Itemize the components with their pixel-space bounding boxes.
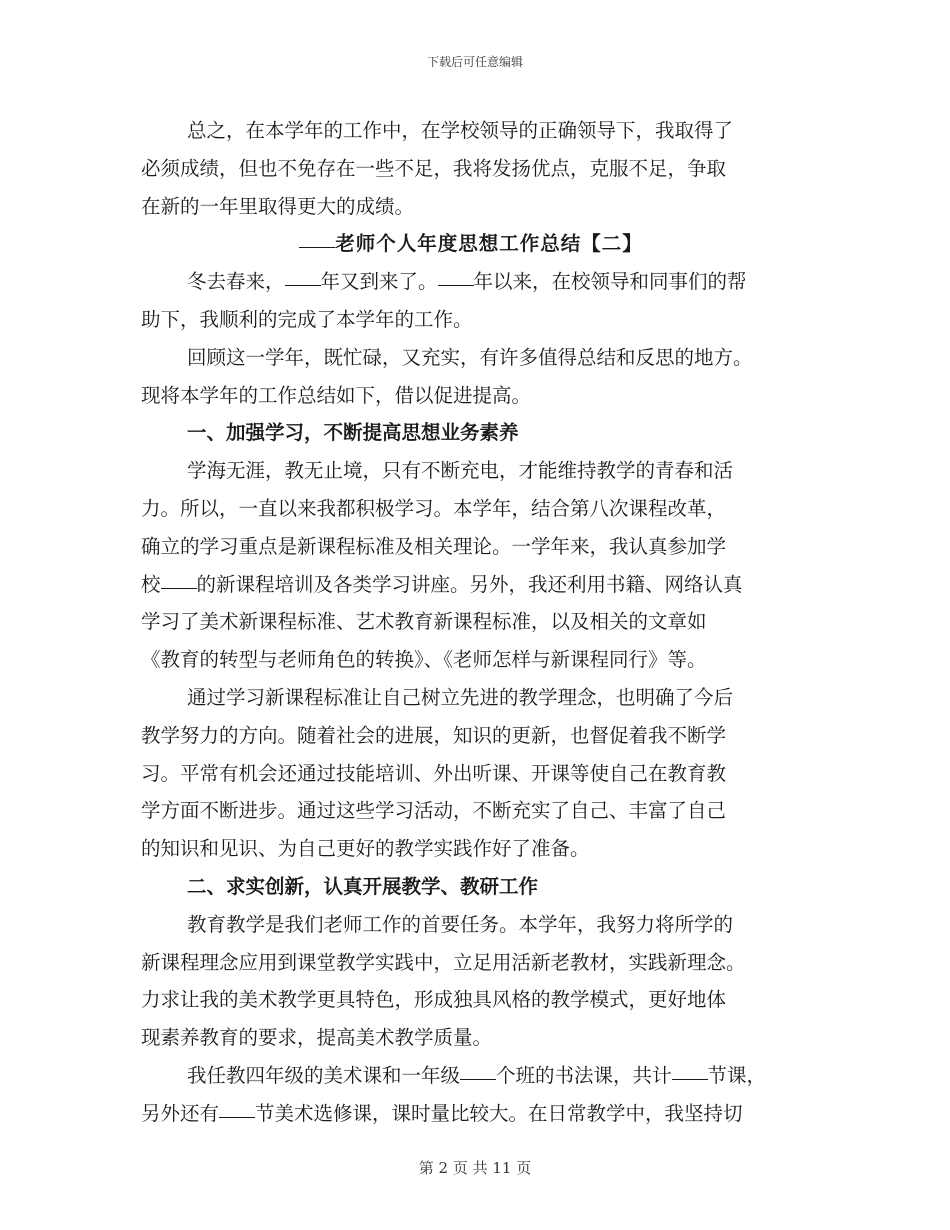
blank-underline <box>438 284 474 286</box>
blank-underline <box>285 284 321 286</box>
text-line: 现素养教育的要求，提高美术教学质量。 <box>141 1026 493 1050</box>
text-run: 节课， <box>707 1063 767 1087</box>
text-line: 力。所以，一直以来我都积极学习。本学年，结合第八次课程改革， <box>141 496 727 520</box>
text-run: 我任教四年级的美术课和一年级 <box>187 1063 461 1087</box>
heading-two: 二、求实创新，认真开展教学、教研工作 <box>187 874 539 898</box>
blank-underline <box>161 587 197 589</box>
text-line: 确立的学习重点是新课程标准及相关理论。一学年来，我认真参加学 <box>141 534 727 558</box>
text-run: 年以来，在校领导和同事们的帮 <box>473 270 747 294</box>
document-body <box>141 112 801 1133</box>
text-line: 《教育的转型与老师角色的转换》、《老师怎样与新课程同行》等。 <box>141 648 707 672</box>
text-line <box>141 263 801 301</box>
text-run: 冬去春来， <box>187 270 285 294</box>
text-line: 习。平常有机会还通过技能培训、外出听课、开课等使自己在教育教 <box>141 761 727 785</box>
blank-underline <box>672 1078 708 1080</box>
text-run: 的新课程培训及各类学习讲座。另外，我还利用书籍、网络认真 <box>196 572 743 596</box>
text-line: 学习了美术新课程标准、艺术教育新课程标准，以及相关的文章如 <box>141 610 707 634</box>
paragraph-conclusion <box>141 112 801 225</box>
text-line: 助下，我顺利的完成了本学年的工作。 <box>141 307 473 331</box>
paragraph-teaching <box>141 906 801 1057</box>
paragraph-study <box>141 452 801 679</box>
text-run: 另外还有 <box>141 1101 220 1125</box>
text-line: 通过学习新课程标准让自己树立先进的教学理念，也明确了今后 <box>187 685 734 709</box>
blank-underline <box>460 1078 496 1080</box>
text-line <box>141 1057 801 1095</box>
text-run: 节美术选修课，课时量比较大。在日常教学中，我坚持切 <box>255 1101 743 1125</box>
text-line <box>141 566 801 604</box>
paragraph-learning <box>141 679 801 868</box>
text-run: 个班的书法课，共计 <box>496 1063 672 1087</box>
text-line: 总之，在本学年的工作中，在学校领导的正确领导下，我取得了 <box>187 119 734 142</box>
page-header: 下载后可任意编辑 <box>426 55 523 69</box>
section-title <box>141 225 801 263</box>
blank-underline <box>219 1116 255 1118</box>
text-line: 学海无涯，教无止境，只有不断充电，才能维持教学的青春和活 <box>187 459 734 483</box>
text-run: 年又到来了。 <box>320 270 438 294</box>
text-line: 学方面不断进步。通过这些学习活动，不断充实了自己、丰富了自己 <box>141 799 727 823</box>
page-footer: 第 2 页 共 11 页 <box>418 1159 532 1177</box>
section-title-text: 老师个人年度思想工作总结【二】 <box>335 232 643 256</box>
text-line: 教学努力的方向。随着社会的进展，知识的更新，也督促着我不断学 <box>141 723 727 747</box>
blank-underline <box>299 246 335 248</box>
text-line: 新课程理念应用到课堂教学实践中，立足用活新老教材，实践新理念。 <box>141 950 746 974</box>
text-line <box>141 1095 801 1133</box>
paragraph-review <box>141 339 801 415</box>
text-line: 现将本学年的工作总结如下，借以促进提高。 <box>141 383 532 407</box>
heading-one: 一、加强学习，不断提高思想业务素养 <box>187 421 519 445</box>
text-line: 回顾这一学年，既忙碌，又充实，有许多值得总结和反思的地方。 <box>187 345 753 369</box>
text-run: 校 <box>141 572 161 596</box>
paragraph-classes <box>141 1057 801 1133</box>
text-line: 教育教学是我们老师工作的首要任务。本学年，我努力将所学的 <box>187 912 734 936</box>
paragraph-intro <box>141 263 801 339</box>
text-line: 在新的一年里取得更大的成绩。 <box>141 194 415 218</box>
text-line: 的知识和见识、为自己更好的教学实践作好了准备。 <box>141 837 590 861</box>
text-line: 必须成绩，但也不免存在一些不足，我将发扬优点，克服不足，争取 <box>141 156 727 180</box>
text-line: 力求让我的美术教学更具特色，形成独具风格的教学模式，更好地体 <box>141 988 727 1012</box>
